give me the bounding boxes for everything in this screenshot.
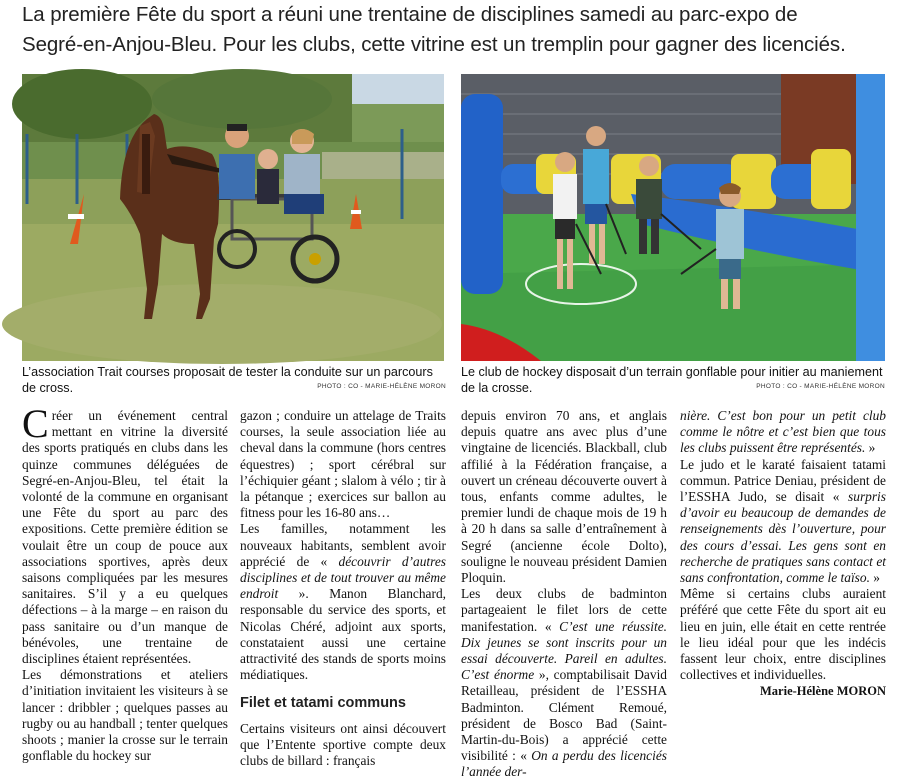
article-lead bbox=[22, 0, 892, 60]
paragraph bbox=[680, 408, 886, 457]
horse-cart-image bbox=[22, 74, 444, 361]
paragraph-text: » bbox=[869, 570, 880, 586]
photo-credit-2: PHOTO : CO - MARIE-HÉLÈNE MORON bbox=[756, 383, 885, 390]
article-column-1 bbox=[22, 401, 228, 764]
paragraph: gazon ; conduire un attelage de Traits courses, la seule association liée au cheval dans la commune (hors centres équestres) ; sport cérébral sur l’échiquier géant ; slalom à vélo ; tir à la pétanque ; exercices sur ballon au fitness pour les 16-80 ans… bbox=[240, 408, 446, 521]
quote-text: C’est une réussite. Dix jeunes se sont inscrits pour un essai découverte. Pareil en adultes. C’est énorme bbox=[461, 618, 667, 683]
paragraph bbox=[240, 521, 446, 683]
paragraph-text: Les deux clubs de badminton partageaient le filet lors de cette manifestation. « bbox=[461, 586, 667, 634]
photo-inflatable-hockey bbox=[461, 74, 885, 361]
quote-text: surpris d’avoir eu beaucoup de demandes de renseignements dès l’ouverture, pour des cours d’essai. Les gens sont en recherche de pratiques sans contact et sans confrontation, comme le taïso. bbox=[680, 489, 886, 586]
photo-horse-cart bbox=[22, 74, 444, 361]
quote-text: nière. C’est bon pour un petit club comme le nôtre et c’est bien que tous les clubs puissent être représentés. bbox=[680, 408, 886, 456]
paragraph: Les démonstrations et ateliers d’initiation invitaient les visiteurs à se lancer : dribbler ; quelques passes au rugby ou au handball ; tenter quelques shoots ; manier la crosse sur le terrain gonflable du hockey sur bbox=[22, 667, 228, 764]
paragraph-text: » bbox=[865, 440, 876, 456]
photo-caption-2 bbox=[461, 364, 885, 396]
paragraph: depuis environ 70 ans, et anglais depuis quatre ans avec plus d’une vingtaine de licenciés. Blackball, club affilié à la Fédération française, a ouvert un créneau découverte ouvert à tous, enfants comme adultes, le premier lundi de chaque mois de 19 h à 20 h dans sa salle d’entraînement à Segré (ancienne école Dolto), souligne le nouveau président Damien Ploquin. bbox=[461, 408, 667, 586]
paragraph-text: », comptabilisait David Retailleau, président de l’ESSHA Badminton. Clément Remoué, président de Bosco Bad (Saint-Martin-du-Bois) a apprécié cette visibilité : « bbox=[461, 667, 667, 764]
paragraph-text: ». Manon Blanchard, responsable du service des sports, et Nicolas Chéré, adjoint aux sports, constataient aussi une certaine attractivité des stands de sports moins médiatiques. bbox=[240, 586, 446, 683]
paragraph bbox=[22, 401, 228, 667]
paragraph-text: Le judo et le karaté faisaient tatami commun. Patrice Deniau, président de l’ESSHA Judo, se disait « bbox=[680, 456, 886, 505]
lead-line-1: La première Fête du sport a réuni une trentaine de disciplines samedi au parc-expo de bbox=[22, 3, 798, 26]
lead-line-2: Segré-en-Anjou-Bleu. Pour les clubs, cette vitrine est un tremplin pour gagner des licenciés. bbox=[22, 33, 846, 56]
photo-credit-1: PHOTO : CO - MARIE-HÉLÈNE MORON bbox=[317, 383, 446, 390]
paragraph-text: réer un événement central mettant en vitrine la diversité des sports pratiqués en clubs dans les quinze communes déléguées de Segré-en-Anjou-Bleu, tel était la volonté de la commune en organisant une Fête du sport au parc des expositions. Cette première édition se voulait être un coup de pouce aux associations sportives, après deux saisons compliquées par les mesures sanitaires. S’il y a eu quelques défections – à la marge – en raison du pass sanitaire ou d’un manque de bénévoles, une trentaine de disciplines étaient représentées. bbox=[22, 408, 228, 667]
article-column-2 bbox=[240, 408, 446, 769]
caption-text-1: L’association Trait courses proposait de tester la conduite sur un parcours de cross. bbox=[22, 365, 433, 395]
author-byline: Marie-Hélène MORON bbox=[760, 684, 886, 699]
section-subhead: Filet et tatami communs bbox=[240, 695, 406, 712]
article-column-3 bbox=[461, 408, 667, 781]
caption-text-2: Le club de hockey disposait d’un terrain gonflable pour initier au maniement de la crosse. bbox=[461, 365, 883, 395]
paragraph: Même si certains clubs auraient préféré que cette Fête du sport ait eu lieu en juin, elle était en cette rentrée le lieu idéal pour que les indécis fassent leur choix, entre disciplines collectives et individuelles. bbox=[680, 586, 886, 683]
photo-caption-1 bbox=[22, 364, 446, 396]
quote-text: On a perdu des licenciés l’année der- bbox=[461, 748, 667, 780]
article-column-4 bbox=[680, 408, 886, 700]
paragraph bbox=[461, 586, 667, 780]
quote-text: découvrir d’autres disciplines et de tout trouver au même endroit bbox=[240, 553, 446, 602]
paragraph-text: Les familles, notamment les nouveaux habitants, semblent avoir apprécié de « bbox=[240, 521, 446, 569]
paragraph bbox=[680, 457, 886, 587]
paragraph: Certains visiteurs ont ainsi découvert que l’Entente sportive compte deux clubs de billard : français bbox=[240, 720, 446, 769]
drop-cap: C bbox=[22, 401, 49, 446]
hockey-field-image bbox=[461, 74, 885, 361]
